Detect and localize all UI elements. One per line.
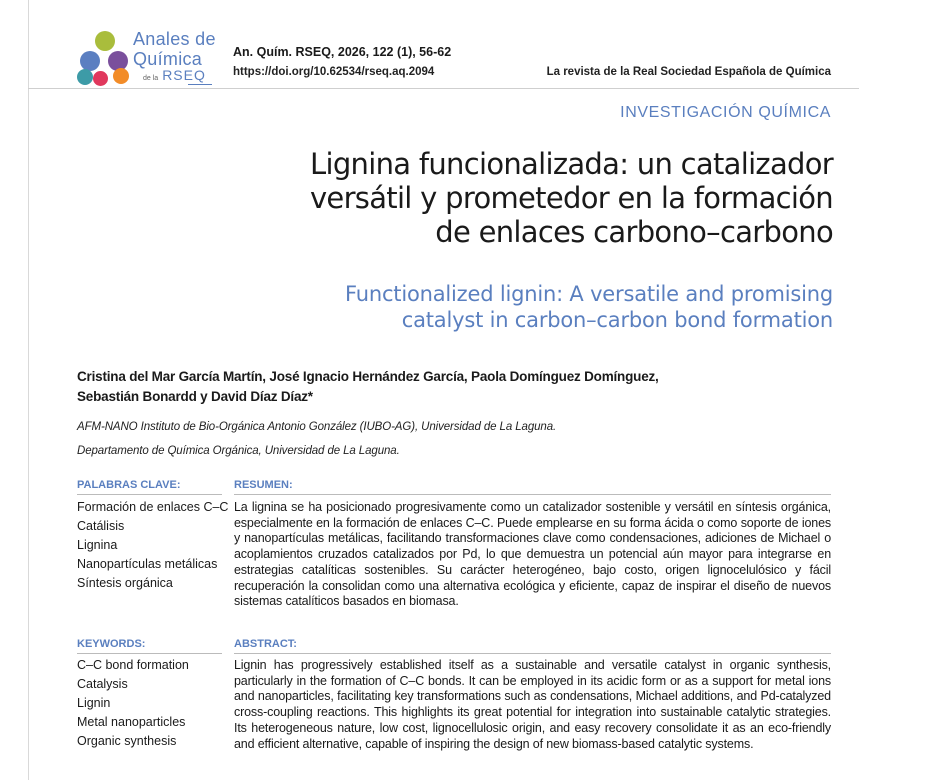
title-en-line: Functionalized lignin: A versatile and promising — [345, 282, 833, 306]
logo-dot-icon — [80, 51, 100, 71]
title-spanish — [193, 147, 833, 249]
title-es-line: de enlaces carbono–carbono — [435, 215, 833, 249]
logo-rseq — [143, 67, 206, 83]
logo-line-1: Anales de — [133, 29, 216, 49]
resumen-heading: RESUMEN: — [234, 479, 293, 491]
abstract-text: Lignin has progressively established itself as a sustainable and versatile catalyst in organic synthesis, particularly in the formation of C–C bonds. It can be employed in its acidic form or as a support for metal ions and nanoparticles, facilitating key transformations such as condensations, Michael additions, and Pd-catalyzed cross-coupling reactions. This highlights its great potential for integration into sustainable catalytic strategies. Its heterogeneous nature, low cost, lignocellulosic origin, and easy recovery consolidate it as an eco-friendly and efficient alternative, capable of inspiring the design of new biomass-based catalytic systems. — [234, 658, 831, 751]
logo-rseq-text: RSEQ — [162, 67, 206, 83]
logo-dot-icon — [77, 69, 93, 85]
keywords-heading: KEYWORDS: — [77, 638, 146, 650]
logo-de-la: de la — [143, 75, 159, 82]
logo-line-2: Química — [133, 49, 203, 69]
palabras-clave-heading: PALABRAS CLAVE: — [77, 479, 181, 491]
abstract-heading: ABSTRACT: — [234, 638, 297, 650]
keywords-rule — [77, 653, 222, 654]
logo-dot-icon — [113, 68, 129, 84]
list-item: Nanopartículas metálicas — [77, 557, 218, 571]
affiliation: AFM-NANO Instituto de Bio-Orgánica Antonio González (IUBO-AG), Universidad de La Laguna. — [77, 421, 557, 433]
list-item: Lignina — [77, 538, 118, 552]
section-label: INVESTIGACIÓN QUÍMICA — [620, 104, 831, 121]
palabras-clave-rule — [77, 494, 222, 495]
logo-underline — [188, 84, 212, 85]
affiliation: Departamento de Química Orgánica, Universidad de La Laguna. — [77, 445, 400, 457]
keywords-list — [77, 656, 189, 751]
authors-line: Cristina del Mar García Martín, José Ignacio Hernández García, Paola Domínguez Domínguez, — [77, 369, 659, 384]
list-item: Lignin — [77, 696, 111, 710]
title-en-line: catalyst in carbon–carbon bond formation — [401, 308, 833, 332]
logo-wordmark — [133, 29, 216, 69]
authors-line: Sebastián Bonardd y David Díaz Díaz* — [77, 389, 313, 404]
list-item: Organic synthesis — [77, 734, 177, 748]
abstract-rule — [234, 653, 831, 654]
logo-dot-icon — [95, 31, 115, 51]
author-list — [77, 367, 797, 407]
doi-link[interactable]: https://doi.org/10.62534/rseq.aq.2094 — [233, 66, 435, 78]
title-es-line: versátil y prometedor en la formación — [309, 181, 833, 215]
list-item: Síntesis orgánica — [77, 576, 173, 590]
palabras-clave-list — [77, 498, 228, 593]
margin-rule — [28, 0, 29, 780]
list-item: Catalysis — [77, 677, 128, 691]
title-english — [193, 281, 833, 333]
title-es-line: Lignina funcionalizada: un catalizador — [310, 147, 833, 181]
header-divider — [28, 88, 859, 89]
citation: An. Quím. RSEQ, 2026, 122 (1), 56-62 — [233, 45, 452, 59]
journal-logo — [75, 27, 235, 87]
list-item: C–C bond formation — [77, 658, 189, 672]
list-item: Formación de enlaces C–C — [77, 500, 229, 514]
journal-tagline: La revista de la Real Sociedad Española de Química — [546, 66, 831, 78]
resumen-rule — [234, 494, 831, 495]
logo-dot-icon — [93, 71, 108, 86]
list-item: Metal nanoparticles — [77, 715, 186, 729]
resumen-text: La lignina se ha posicionado progresivamente como un catalizador sostenible y versátil en síntesis orgánica, especialmente en la formación de enlaces C–C. Puede emplearse en su forma ácida o como soporte de iones y nanopartículas metálicas, facilitando transformaciones clave como condensaciones, adiciones de Michael o acoplamientos cruzados catalizados por Pd, lo que demuestra un potencial aún mayor para integrarse en estrategias catalíticas sostenibles. Su carácter heterogéneo, bajo costo, origen lignocelulósico y fácil recuperación la consolidan como una alternativa ecológica y eficiente, capaz de inspirar el diseño de nuevos sistemas catalíticos basados en biomasa. — [234, 500, 831, 609]
list-item: Catálisis — [77, 519, 125, 533]
